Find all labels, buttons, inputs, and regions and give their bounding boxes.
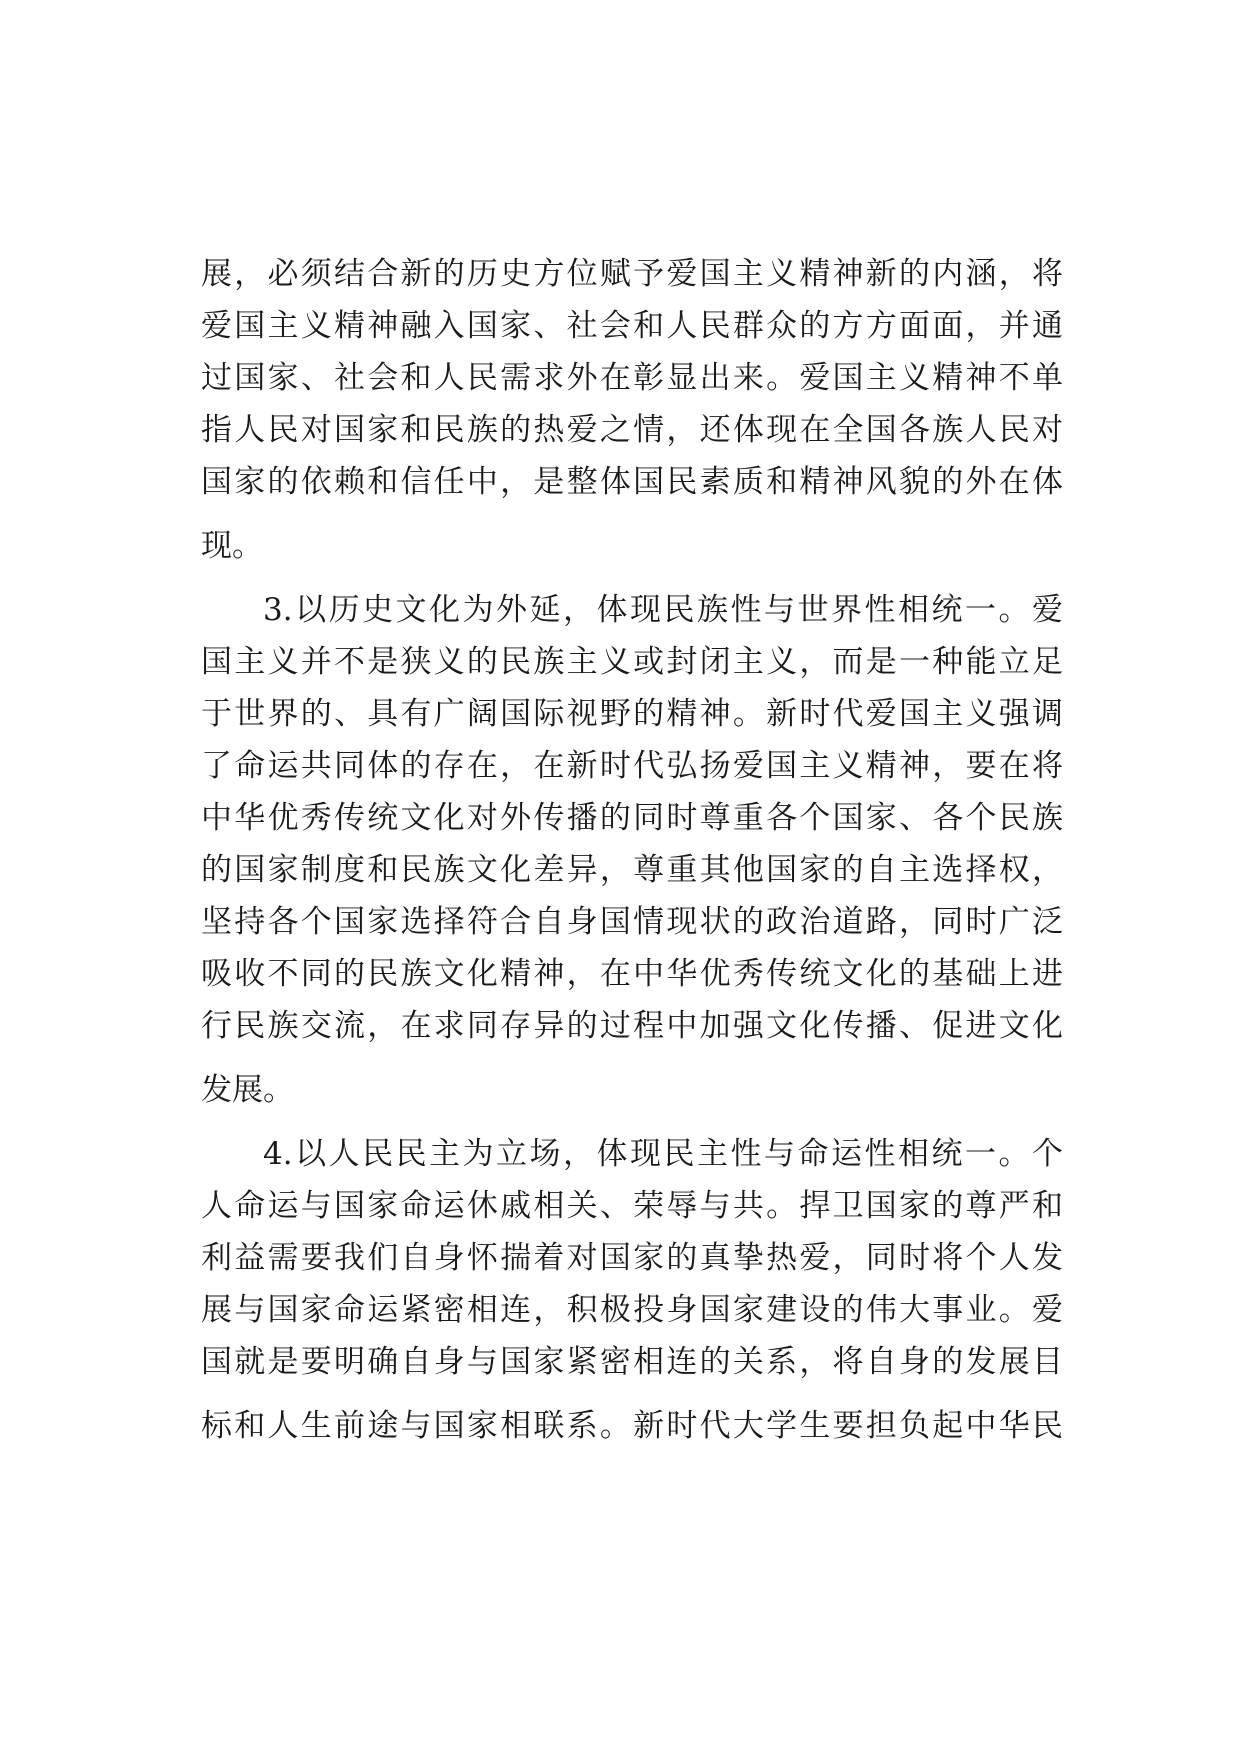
text-line: 中华优秀传统文化对外传播的同时尊重各个国家、各个民族: [201, 800, 1063, 836]
text-line: 标和人生前途与国家相联系。新时代大学生要担负起中华民: [201, 1408, 1063, 1444]
text-line: 行民族交流，在求同存异的过程中加强文化传播、促进文化: [201, 1008, 1063, 1044]
text-line: 展，必须结合新的历史方位赋予爱国主义精神新的内涵，将: [201, 256, 1063, 292]
text-line: 于世界的、具有广阔国际视野的精神。新时代爱国主义强调: [201, 696, 1063, 732]
text-line: 国就是要明确自身与国家紧密相连的关系，将自身的发展目: [201, 1344, 1063, 1380]
text-line: 的国家制度和民族文化差异，尊重其他国家的自主选择权，: [201, 852, 1063, 888]
text-line: 人命运与国家命运休戚相关、荣辱与共。捍卫国家的尊严和: [201, 1188, 1063, 1224]
text-line: 利益需要我们自身怀揣着对国家的真挚热爱，同时将个人发: [201, 1240, 1063, 1276]
text-line: 爱国主义精神融入国家、社会和人民群众的方方面面，并通: [201, 308, 1063, 344]
text-line: 展与国家命运紧密相连，积极投身国家建设的伟大事业。爱: [201, 1292, 1063, 1328]
section-heading-line: 4.以人民民主为立场，体现民主性与命运性相统一。个: [263, 1136, 1063, 1172]
section-heading-line: 3.以历史文化为外延，体现民族性与世界性相统一。爱: [263, 592, 1063, 628]
text-line: 过国家、社会和人民需求外在彰显出来。爱国主义精神不单: [201, 360, 1063, 396]
text-line: 坚持各个国家选择符合自身国情现状的政治道路，同时广泛: [201, 904, 1063, 940]
text-line: 现。: [201, 528, 263, 564]
body-text: [201, 248, 1063, 1452]
text-line: 国主义并不是狭义的民族主义或封闭主义，而是一种能立足: [201, 644, 1063, 680]
text-line: 国家的依赖和信任中，是整体国民素质和精神风貌的外在体: [201, 464, 1063, 500]
text-line: 发展。: [201, 1072, 294, 1108]
text-line: 了命运共同体的存在，在新时代弘扬爱国主义精神，要在将: [201, 748, 1063, 784]
text-line: 指人民对国家和民族的热爱之情，还体现在全国各族人民对: [201, 412, 1063, 448]
text-line: 吸收不同的民族文化精神，在中华优秀传统文化的基础上进: [201, 956, 1063, 992]
